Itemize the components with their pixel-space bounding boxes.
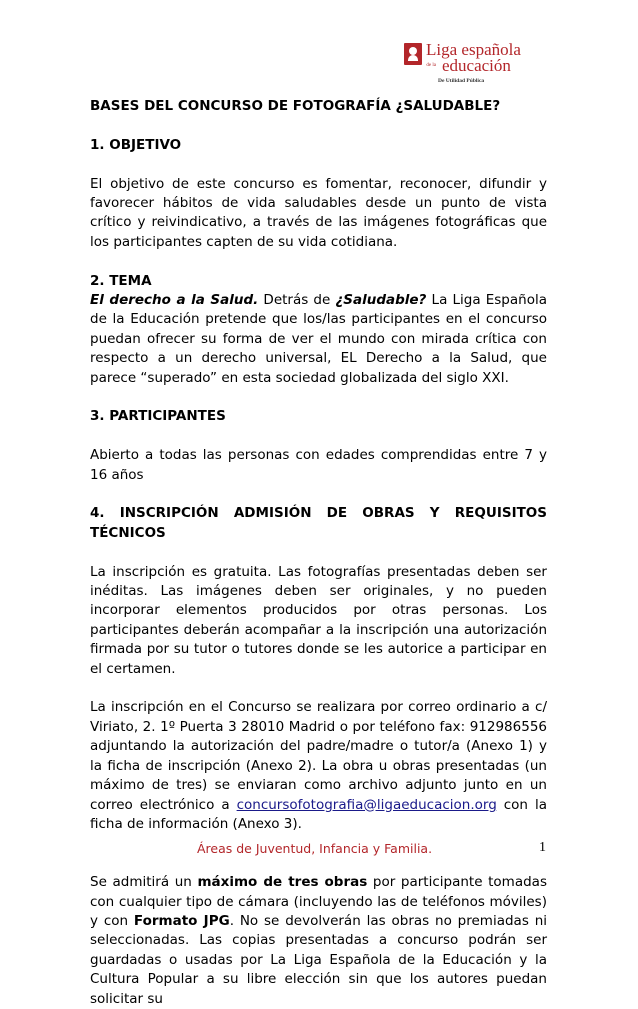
section-tema-heading: 2. TEMA — [90, 272, 152, 289]
page-number: 1 — [539, 840, 546, 855]
logo-de: de la — [426, 63, 436, 68]
logo-tagline: De Utilidad Pública — [438, 78, 485, 84]
footer-text: Áreas de Juventud, Infancia y Familia. — [197, 841, 433, 856]
contest-email-link[interactable]: concursofotografia@ligaeducacion.org — [236, 796, 497, 813]
liga-logo — [398, 33, 546, 97]
section-inscripcion-heading: 4. INSCRIPCIÓN ADMISIÓN DE OBRAS Y REQUISITOS — [90, 505, 547, 522]
tema-emphasis-2: ¿Saludable? — [335, 292, 427, 309]
tema-emphasis-1: El derecho a la Salud. — [90, 292, 259, 309]
section-participantes-heading: 3. PARTICIPANTES — [90, 408, 226, 425]
section-objetivo-heading: 1. OBJETIVO — [90, 136, 182, 153]
document-body — [90, 97, 547, 1009]
inscripcion-paragraph-3: Se admitirá un máximo de tres obras por participante tomadas con cualquier tipo de cámara (incluyendo las de teléfonos móviles) y con Formato JPG. No se devolverán las obras no premiadas ni seleccionadas. Las copias presentadas a concurso podrán ser guardadas o usadas por La Liga Española de la Educación y la Cultura Popular a su libre elección sin que los autores puedan solicitar su — [90, 874, 547, 1007]
document-title: BASES DEL CONCURSO DE FOTOGRAFÍA ¿SALUDABLE? — [90, 98, 501, 114]
max-works-emphasis: máximo de tres obras — [197, 874, 368, 891]
section-inscripcion-heading-line2: TÉCNICOS — [90, 524, 166, 541]
section-objetivo-text: El objetivo de este concurso es fomentar, reconocer, difundir y favorecer hábitos de vida saludables desde un punto de vista crítico y reivindicativo, a través de las imágenes fotográficas que los participantes capten de su vida cotidiana. — [90, 175, 547, 250]
logo-line2: educación — [442, 56, 511, 75]
inscripcion-paragraph-2: La inscripción en el Concurso se realizara por correo ordinario a c/ Viriato, 2. 1º Puerta 3 28010 Madrid o por teléfono fax: 912986556 adjuntando la autorización del padre/madre o tutor/a (Anexo 1) y la ficha de inscripción (Anexo 2). La obra u obras presentadas (un máximo de tres) se enviaran como archivo adjunto junto en un correo electrónico a concursofotografia@ligaeducacion.org con la ficha de información (Anexo 3). — [90, 699, 547, 832]
inscripcion-paragraph-1: La inscripción es gratuita. Las fotografías presentadas deben ser inéditas. Las imágenes deben ser originales, y no pueden incorporar elementos producidos por otras personas. Los participantes deberán acompañar a la inscripción una autorización firmada por su tutor o tutores donde se les autorice a participar en el certamen. — [90, 563, 547, 677]
logo-emblem-icon — [404, 43, 422, 65]
section-tema-text: El derecho a la Salud. Detrás de ¿Saludable? La Liga Española de la Educación pretende que los/las participantes en el concurso puedan ofrecer su forma de ver el mundo con mirada crítica con respecto a un derecho universal, EL Derecho a la Salud, que parece “superado” en esta sociedad globalizada del siglo XXI. — [90, 292, 547, 386]
section-participantes-text: Abierto a todas las personas con edades comprendidas entre 7 y 16 años — [90, 447, 547, 483]
format-emphasis: Formato JPG — [133, 912, 230, 929]
logo-line1: Liga española — [426, 40, 521, 59]
